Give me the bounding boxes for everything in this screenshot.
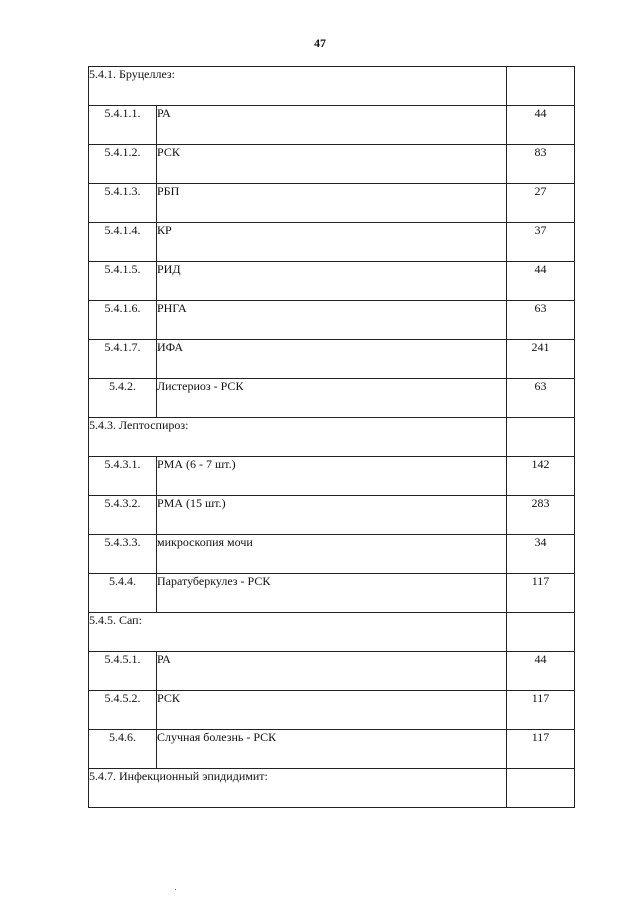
table-row [89,457,575,496]
table-row [89,340,575,379]
row-name: Паратуберкулез - РСК [157,574,507,613]
row-value: 142 [507,457,575,496]
row-name: ИФА [157,340,507,379]
page-number: 47 [314,36,326,50]
row-value: 44 [507,652,575,691]
section-title: 5.4.7. Инфекционный эпидидимит: [89,769,507,808]
table-row [89,535,575,574]
table-row [89,496,575,535]
row-code: 5.4.1.3. [89,184,157,223]
row-name: РА [157,106,507,145]
row-code: 5.4.5.1. [89,652,157,691]
row-value: 117 [507,574,575,613]
row-code: 5.4.3.2. [89,496,157,535]
table-row [89,223,575,262]
row-value: 83 [507,145,575,184]
row-name: РБП [157,184,507,223]
empty-value-cell [507,613,575,652]
row-value: 27 [507,184,575,223]
row-code: 5.4.1.2. [89,145,157,184]
row-name: РСК [157,691,507,730]
row-code: 5.4.1.4. [89,223,157,262]
row-value: 283 [507,496,575,535]
table-row [89,652,575,691]
table-row [89,574,575,613]
row-name: РИД [157,262,507,301]
row-code: 5.4.4. [89,574,157,613]
table-row [89,301,575,340]
row-value: 241 [507,340,575,379]
section-title: 5.4.3. Лептоспироз: [89,418,507,457]
table-row [89,145,575,184]
row-value: 44 [507,106,575,145]
section-title: 5.4.1. Бруцеллез: [89,67,507,106]
empty-value-cell [507,67,575,106]
row-code: 5.4.2. [89,379,157,418]
table-body [89,67,575,808]
row-value: 34 [507,535,575,574]
row-name: РНГА [157,301,507,340]
row-value: 117 [507,730,575,769]
section-header-row [89,769,575,808]
row-code: 5.4.6. [89,730,157,769]
scan-speck [175,889,176,890]
section-title: 5.4.5. Сап: [89,613,507,652]
row-value: 44 [507,262,575,301]
section-header-row [89,418,575,457]
row-code: 5.4.1.5. [89,262,157,301]
row-code: 5.4.1.7. [89,340,157,379]
row-name: РА [157,652,507,691]
row-code: 5.4.5.2. [89,691,157,730]
row-code: 5.4.1.6. [89,301,157,340]
row-name: КР [157,223,507,262]
row-name: Случная болезнь - РСК [157,730,507,769]
table-row [89,379,575,418]
row-name: микроскопия мочи [157,535,507,574]
table-row [89,184,575,223]
row-code: 5.4.3.3. [89,535,157,574]
empty-value-cell [507,418,575,457]
table-row [89,262,575,301]
row-name: РМА (6 - 7 шт.) [157,457,507,496]
row-name: РСК [157,145,507,184]
section-header-row [89,67,575,106]
price-table [88,66,575,808]
table-row [89,691,575,730]
row-name: Листериоз - РСК [157,379,507,418]
section-header-row [89,613,575,652]
row-code: 5.4.1.1. [89,106,157,145]
row-value: 63 [507,379,575,418]
row-name: РМА (15 шт.) [157,496,507,535]
row-value: 63 [507,301,575,340]
row-code: 5.4.3.1. [89,457,157,496]
table-row [89,106,575,145]
row-value: 37 [507,223,575,262]
table-row [89,730,575,769]
empty-value-cell [507,769,575,808]
row-value: 117 [507,691,575,730]
